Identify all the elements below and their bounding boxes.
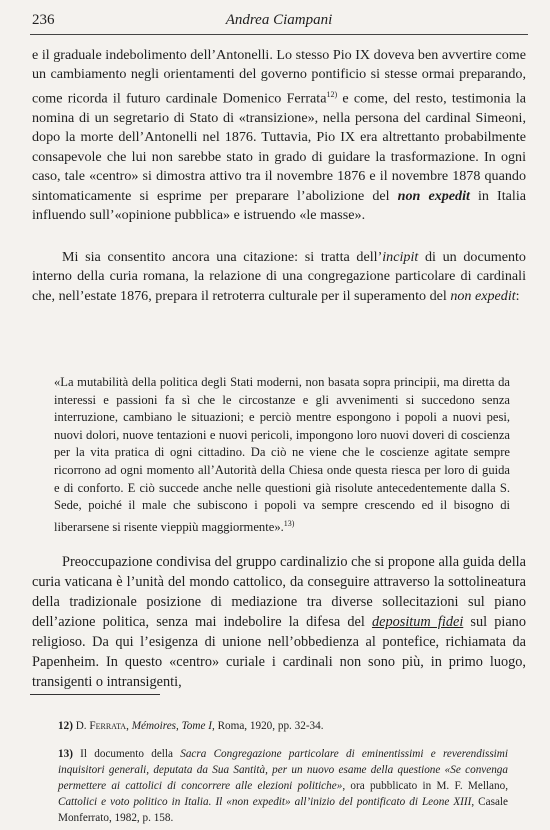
paragraph-3-text-a: Preoccupazione condivisa del gruppo cardinalizio che si propone alla guida della curia vaticana è l’unità del mondo cattolico, da conseguire attraverso la sottolineatura della tradizionale posizione di mediazione tra diverse sollecitazioni sul piano dell’azione politica, senza mai indebolire la difesa del [32, 554, 526, 630]
footnote-13-text-b: , ora pubblicato in M. F. Mellano, [342, 780, 508, 792]
paragraph-1-text-b: e come, del resto, testimonia la nomina di un segretario di Stato di «transizione», nella persona del cardinal Simeoni, dopo la morte dell’Antonelli nel 1876. Tuttavia, Pio IX era altrettanto probabilmente consapevole che lui non sarebbe stato in grado di guidare la trasformazione. In ogni caso, tale «centro» si dimostra attivo tra il novembre 1876 e il novembre 1878 quando sintomaticamente si esprime per preparare l’abolizione del [32, 90, 526, 204]
paragraph-3-text-b: sul piano religioso. Da qui l’esigenza di unione nell’obbedienza al pontefice, richiamata da Papenheim. In questo «centro» curiale i cardinali non sono più, in primo luogo, transigenti o intransigenti, [32, 614, 526, 690]
footnote-12-title: Mémoires, Tome I, [131, 720, 215, 732]
footnote-13-italic-b: Cattolici e voto politico in Italia. Il «non expedit» all’inizio del pontificato di Leone XIII [58, 796, 472, 808]
footnote-ref-13: 13) [283, 518, 295, 528]
paragraph-2 [32, 248, 526, 306]
paragraph-2-text-a: Mi sia consentito ancora una citazione: si tratta dell’ [62, 249, 383, 265]
footnote-12-author: D. Ferrata, [75, 720, 129, 732]
paragraph-3 [32, 552, 526, 692]
paragraph-1 [32, 46, 526, 225]
footnote-separator [30, 694, 160, 695]
footnote-12-rest: Roma, 1920, pp. 32-34. [214, 720, 324, 732]
paragraph-2-text-c: : [515, 287, 520, 304]
paragraph-2-text-b: di un documento interno della curia romana, la relazione di una congregazione particolare di cardinali che, nell’estate 1876, prepara il retroterra culturale per il superamento del [32, 249, 526, 304]
paragraph-1-italic-non-expedit: non expedit [397, 187, 470, 204]
block-quote-text: «La mutabilità della politica degli Stati moderni, non basata sopra principii, ma diretta da interessi e passioni fa sì che le circostanze e gli avvenimenti si succedono senza interruzione, cambiano le situazioni; e perciò mentre espongono i popoli a nuovi pesi, nuovi dolori, nuove tentazioni e nuovi pericoli, impongono loro nuovi doveri di coscienza per la vita pratica di ogni cittadino. Da ciò ne viene che le coscienze agitate sempre ricorrono ad ogni momento all’Autorità della Chiesa onde questa riesca per loro di guida e di conforto. E ciò succede anche nelle questioni già risolute antecedentemente dalla S. Sede, poiché il male che subiscono i popoli va sempre crescendo ed il bisogno di liberarsene si risente vieppiù maggiormente». [54, 375, 510, 534]
paragraph-1-text-a: e il graduale indebolimento dell’Antonelli. Lo stesso Pio IX doveva ben avvertire come un cambiamento negli orientamenti del governo pontificio si stesse ormai preparando, come ricorda il futuro cardinale Domenico Ferrata [32, 47, 526, 107]
page-header [30, 10, 528, 35]
paragraph-3-italic-depositum-fidei: depositum fidei [371, 614, 464, 630]
paragraph-2-italic-incipit: incipit [382, 249, 419, 265]
running-head: Andrea Ciampani [225, 12, 333, 28]
footnote-12 [58, 718, 508, 734]
paragraph-2-italic-non-expedit: non expedit [450, 287, 516, 304]
block-quote [54, 374, 510, 537]
footnote-12-number: 12) [58, 720, 73, 732]
page-number: 236 [32, 12, 55, 28]
footnote-13-text-c: , Casale Monferrato, 1982, p. 158. [58, 796, 508, 824]
footnote-13-italic-a: Sacra Congregazione particolare di eminentissimi e reverendissimi inquisitori generali, deputata da Sua Santità, per un nuovo esame della questione «Se convenga permettere ai cattolici di concorrere alle elezioni politiche» [58, 748, 508, 792]
footnote-13 [58, 746, 508, 826]
footnote-ref-12: 12) [326, 89, 338, 99]
paragraph-1-text-c: in Italia influendo sull’«opinione pubblica» e istruendo «le masse». [32, 187, 526, 223]
footnote-13-number: 13) [58, 748, 73, 760]
footnote-13-text-a: Il documento della [72, 748, 181, 760]
